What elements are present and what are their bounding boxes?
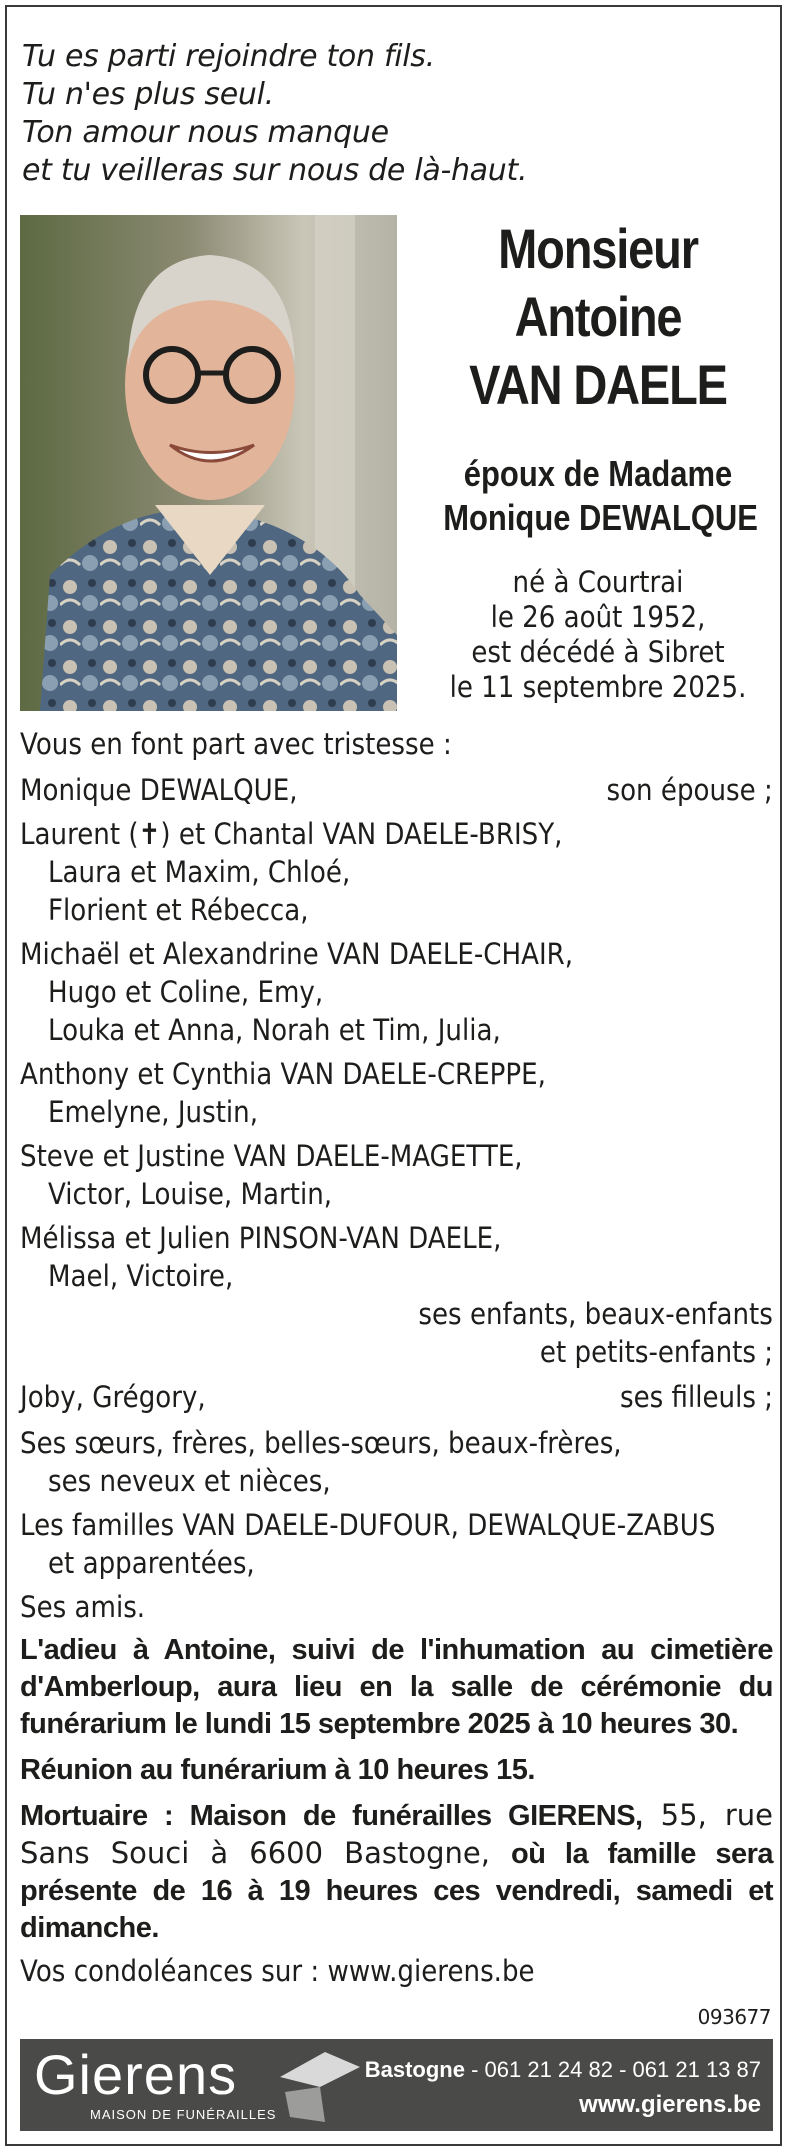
godchildren-role: ses filleuls ; bbox=[619, 1380, 773, 1414]
family-row bbox=[20, 1093, 773, 1131]
family-couple-name: Steve et Justine VAN DAELE-MAGETTE, bbox=[20, 1139, 523, 1173]
spouse-line: Monique DEWALQUE bbox=[443, 497, 758, 538]
portrait-photo bbox=[20, 215, 397, 711]
family-row bbox=[20, 1011, 773, 1049]
family-row bbox=[20, 891, 773, 929]
family-row bbox=[20, 853, 773, 891]
meeting-paragraph: Réunion au funérarium à 10 heures 15. bbox=[20, 1754, 535, 1786]
family-member-names: Mael, Victoire, bbox=[48, 1259, 234, 1293]
family-row bbox=[20, 973, 773, 1011]
announcement-intro bbox=[20, 725, 773, 763]
condolences-text: Vos condoléances sur : www.gierens.be bbox=[20, 1954, 535, 1988]
godchildren-row bbox=[20, 1378, 773, 1416]
spouse-line: époux de Madame bbox=[463, 453, 733, 494]
mortuary-address: 55, rue Sans Souci à 6600 Bastogne, bbox=[20, 1798, 773, 1870]
funeral-home-logo: Gierens bbox=[34, 2043, 238, 2106]
spouse-name: Monique DEWALQUE, bbox=[20, 773, 298, 807]
children-role: ses enfants, beaux-enfants bbox=[418, 1297, 773, 1331]
contact-phones bbox=[365, 2057, 761, 2083]
birth-line: le 26 août 1952, bbox=[490, 600, 706, 634]
name-last: VAN DAELE bbox=[469, 353, 727, 416]
intro-text: Vous en font part avec tristesse : bbox=[20, 727, 452, 761]
family-row bbox=[20, 935, 773, 973]
family-member-names: Emelyne, Justin, bbox=[48, 1095, 259, 1129]
poem bbox=[22, 38, 527, 190]
logo-emblem-icon bbox=[275, 2047, 365, 2125]
family-row bbox=[20, 815, 773, 853]
birth-death-info bbox=[418, 565, 778, 705]
portrait-illustration bbox=[20, 215, 397, 711]
contact-city: Bastogne bbox=[364, 2057, 465, 2082]
family-couple-name: Mélissa et Julien PINSON-VAN DAELE, bbox=[20, 1221, 502, 1255]
condolences-row bbox=[20, 1952, 773, 1990]
siblings-text: ses neveux et nièces, bbox=[48, 1464, 331, 1498]
siblings-text: Ses sœurs, frères, belles-sœurs, beaux-frères, bbox=[20, 1426, 622, 1460]
family-row bbox=[20, 1137, 773, 1175]
mortuary-bold: Mortuaire : Maison de funérailles GIERENS, bbox=[20, 1800, 643, 1832]
mortuary-paragraph bbox=[20, 1797, 773, 1947]
reference-number: 093677 bbox=[697, 2005, 771, 2029]
children-role: et petits-enfants ; bbox=[539, 1335, 773, 1369]
siblings-row bbox=[20, 1424, 773, 1462]
poem-line: Tu es parti rejoindre ton fils. bbox=[22, 39, 435, 74]
families-row bbox=[20, 1544, 773, 1582]
families-row bbox=[20, 1506, 773, 1544]
family-member-names: Louka et Anna, Norah et Tim, Julia, bbox=[48, 1013, 501, 1047]
friends-row bbox=[20, 1588, 773, 1626]
spouse-info bbox=[418, 452, 778, 540]
family-row bbox=[20, 1219, 773, 1257]
poem-line: et tu veilleras sur nous de là-haut. bbox=[22, 153, 528, 188]
children-role-row bbox=[20, 1333, 773, 1371]
family-member-names: Victor, Louise, Martin, bbox=[48, 1177, 333, 1211]
family-couple-name: Anthony et Cynthia VAN DAELE-CREPPE, bbox=[20, 1057, 546, 1091]
siblings-row bbox=[20, 1462, 773, 1500]
friends-text: Ses amis. bbox=[20, 1590, 146, 1624]
contact-phone-numbers: - 061 21 24 82 - 061 21 13 87 bbox=[464, 2057, 761, 2082]
name-title: Monsieur bbox=[498, 217, 698, 280]
farewell-paragraph: L'adieu à Antoine, suivi de l'inhumation au cimetière d'Amberloup, aura lieu en la salle de cérémonie du funérarium le lundi 15 septembre 2025 à 10 heures 30. bbox=[20, 1634, 773, 1740]
family-row bbox=[20, 1175, 773, 1213]
funeral-home-subtitle: MAISON DE FUNÉRAILLES bbox=[90, 2107, 277, 2122]
family-member-names: Laura et Maxim, Chloé, bbox=[48, 855, 351, 889]
family-couple-name: Laurent (✝) et Chantal VAN DAELE-BRISY, bbox=[20, 817, 563, 851]
funeral-home-banner bbox=[20, 2039, 773, 2131]
families-text: et apparentées, bbox=[48, 1546, 255, 1580]
deceased-name bbox=[418, 215, 778, 419]
mortuary-hours: où la famille sera présente de 16 à 19 heures ces vendredi, samedi et dimanche. bbox=[20, 1838, 773, 1944]
poem-line: Ton amour nous manque bbox=[22, 115, 389, 150]
godchildren-names: Joby, Grégory, bbox=[20, 1380, 206, 1414]
spouse-role: son épouse ; bbox=[606, 773, 773, 807]
families-text: Les familles VAN DAELE-DUFOUR, DEWALQUE-ZABUS bbox=[20, 1508, 716, 1542]
spouse-row bbox=[20, 771, 773, 809]
family-row bbox=[20, 1257, 773, 1295]
poem-line: Tu n'es plus seul. bbox=[22, 77, 274, 112]
birth-line: le 11 septembre 2025. bbox=[449, 670, 747, 704]
birth-line: est décédé à Sibret bbox=[471, 635, 725, 669]
birth-line: né à Courtrai bbox=[512, 565, 684, 599]
family-member-names: Florient et Rébecca, bbox=[48, 893, 309, 927]
family-couple-name: Michaël et Alexandrine VAN DAELE-CHAIR, bbox=[20, 937, 574, 971]
children-role-row bbox=[20, 1295, 773, 1333]
website-link[interactable]: www.gierens.be bbox=[579, 2091, 761, 2118]
name-first: Antoine bbox=[514, 285, 682, 348]
family-member-names: Hugo et Coline, Emy, bbox=[48, 975, 324, 1009]
family-row bbox=[20, 1055, 773, 1093]
